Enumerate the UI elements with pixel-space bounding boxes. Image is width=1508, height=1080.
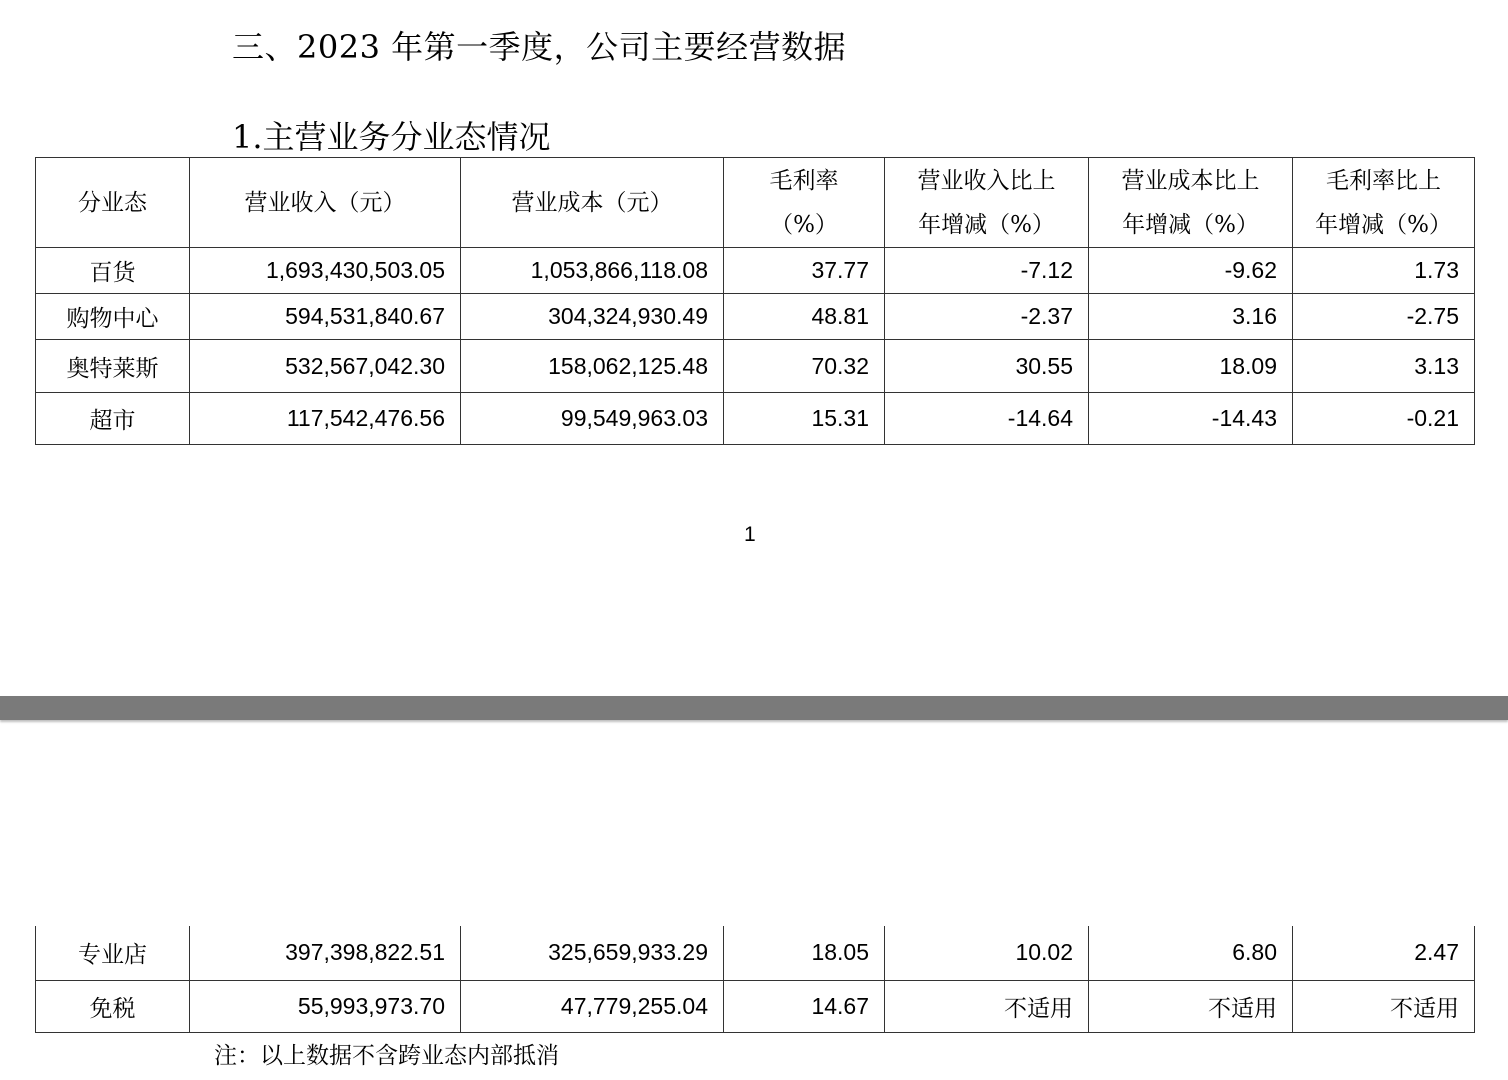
table-row	[36, 393, 1475, 445]
cell-margin-yoy: -2.75	[1293, 294, 1475, 340]
cell-segment: 专业店	[36, 926, 190, 980]
cell-revenue: 532,567,042.30	[190, 340, 461, 393]
header-segment: 分业态	[36, 158, 190, 248]
cell-margin-yoy: -0.21	[1293, 393, 1475, 445]
cell-revenue: 55,993,973.70	[190, 980, 461, 1032]
header-gross-margin	[724, 158, 885, 248]
cell-cost-yoy: 18.09	[1089, 340, 1293, 393]
cell-revenue: 594,531,840.67	[190, 294, 461, 340]
header-margin-yoy-line2: 年增减（%）	[1315, 211, 1452, 238]
cell-cost: 47,779,255.04	[461, 980, 724, 1032]
cell-revenue: 1,693,430,503.05	[190, 248, 461, 294]
table-row	[36, 980, 1475, 1032]
cell-revenue: 117,542,476.56	[190, 393, 461, 445]
cell-margin-yoy: 1.73	[1293, 248, 1475, 294]
header-revenue-yoy-line1: 营业收入比上	[917, 167, 1056, 194]
table-footnote: 注：以上数据不含跨业态内部抵消	[214, 1043, 559, 1069]
header-revenue-yoy	[885, 158, 1089, 248]
cell-cost: 158,062,125.48	[461, 340, 724, 393]
cell-margin-yoy: 2.47	[1293, 926, 1475, 980]
header-cost-yoy-line2: 年增减（%）	[1122, 211, 1259, 238]
header-gross-margin-line2: （%）	[770, 211, 838, 238]
cell-segment: 百货	[36, 248, 190, 294]
subsection-title: 1.主营业务分业态情况	[232, 118, 551, 156]
cell-segment: 免税	[36, 980, 190, 1032]
table-row	[36, 294, 1475, 340]
cell-margin-yoy: 3.13	[1293, 340, 1475, 393]
cell-cost: 1,053,866,118.08	[461, 248, 724, 294]
cell-revenue: 397,398,822.51	[190, 926, 461, 980]
header-cost-yoy-line1: 营业成本比上	[1121, 167, 1260, 194]
page-break-divider	[0, 696, 1508, 720]
cell-revenue-yoy: -7.12	[885, 248, 1089, 294]
cell-segment: 购物中心	[36, 294, 190, 340]
cell-margin-yoy: 不适用	[1293, 980, 1475, 1032]
header-margin-yoy	[1293, 158, 1475, 248]
cell-gross-margin: 48.81	[724, 294, 885, 340]
cell-cost-yoy: -9.62	[1089, 248, 1293, 294]
cell-gross-margin: 37.77	[724, 248, 885, 294]
header-gross-margin-line1: 毛利率	[769, 167, 839, 194]
cell-gross-margin: 14.67	[724, 980, 885, 1032]
header-cost-yoy	[1089, 158, 1293, 248]
section-title: 三、2023 年第一季度，公司主要经营数据	[232, 28, 847, 66]
segment-table-part1	[35, 157, 1475, 445]
cell-segment: 奥特莱斯	[36, 340, 190, 393]
cell-cost: 304,324,930.49	[461, 294, 724, 340]
header-margin-yoy-line1: 毛利率比上	[1326, 167, 1441, 194]
cell-cost-yoy: 6.80	[1089, 926, 1293, 980]
segment-table-part2	[35, 926, 1475, 1033]
cell-revenue-yoy: -2.37	[885, 294, 1089, 340]
cell-gross-margin: 70.32	[724, 340, 885, 393]
cell-revenue-yoy: 10.02	[885, 926, 1089, 980]
cell-cost-yoy: 不适用	[1089, 980, 1293, 1032]
cell-cost: 99,549,963.03	[461, 393, 724, 445]
cell-revenue-yoy: 不适用	[885, 980, 1089, 1032]
header-revenue-yoy-line2: 年增减（%）	[918, 211, 1055, 238]
table-row	[36, 340, 1475, 393]
table-row	[36, 248, 1475, 294]
cell-gross-margin: 18.05	[724, 926, 885, 980]
header-revenue: 营业收入（元）	[190, 158, 461, 248]
cell-gross-margin: 15.31	[724, 393, 885, 445]
cell-revenue-yoy: 30.55	[885, 340, 1089, 393]
cell-cost-yoy: 3.16	[1089, 294, 1293, 340]
cell-cost-yoy: -14.43	[1089, 393, 1293, 445]
cell-revenue-yoy: -14.64	[885, 393, 1089, 445]
cell-segment: 超市	[36, 393, 190, 445]
table-row	[36, 926, 1475, 980]
header-cost: 营业成本（元）	[461, 158, 724, 248]
page-number: 1	[744, 523, 756, 546]
cell-cost: 325,659,933.29	[461, 926, 724, 980]
table-header-row	[36, 158, 1475, 248]
